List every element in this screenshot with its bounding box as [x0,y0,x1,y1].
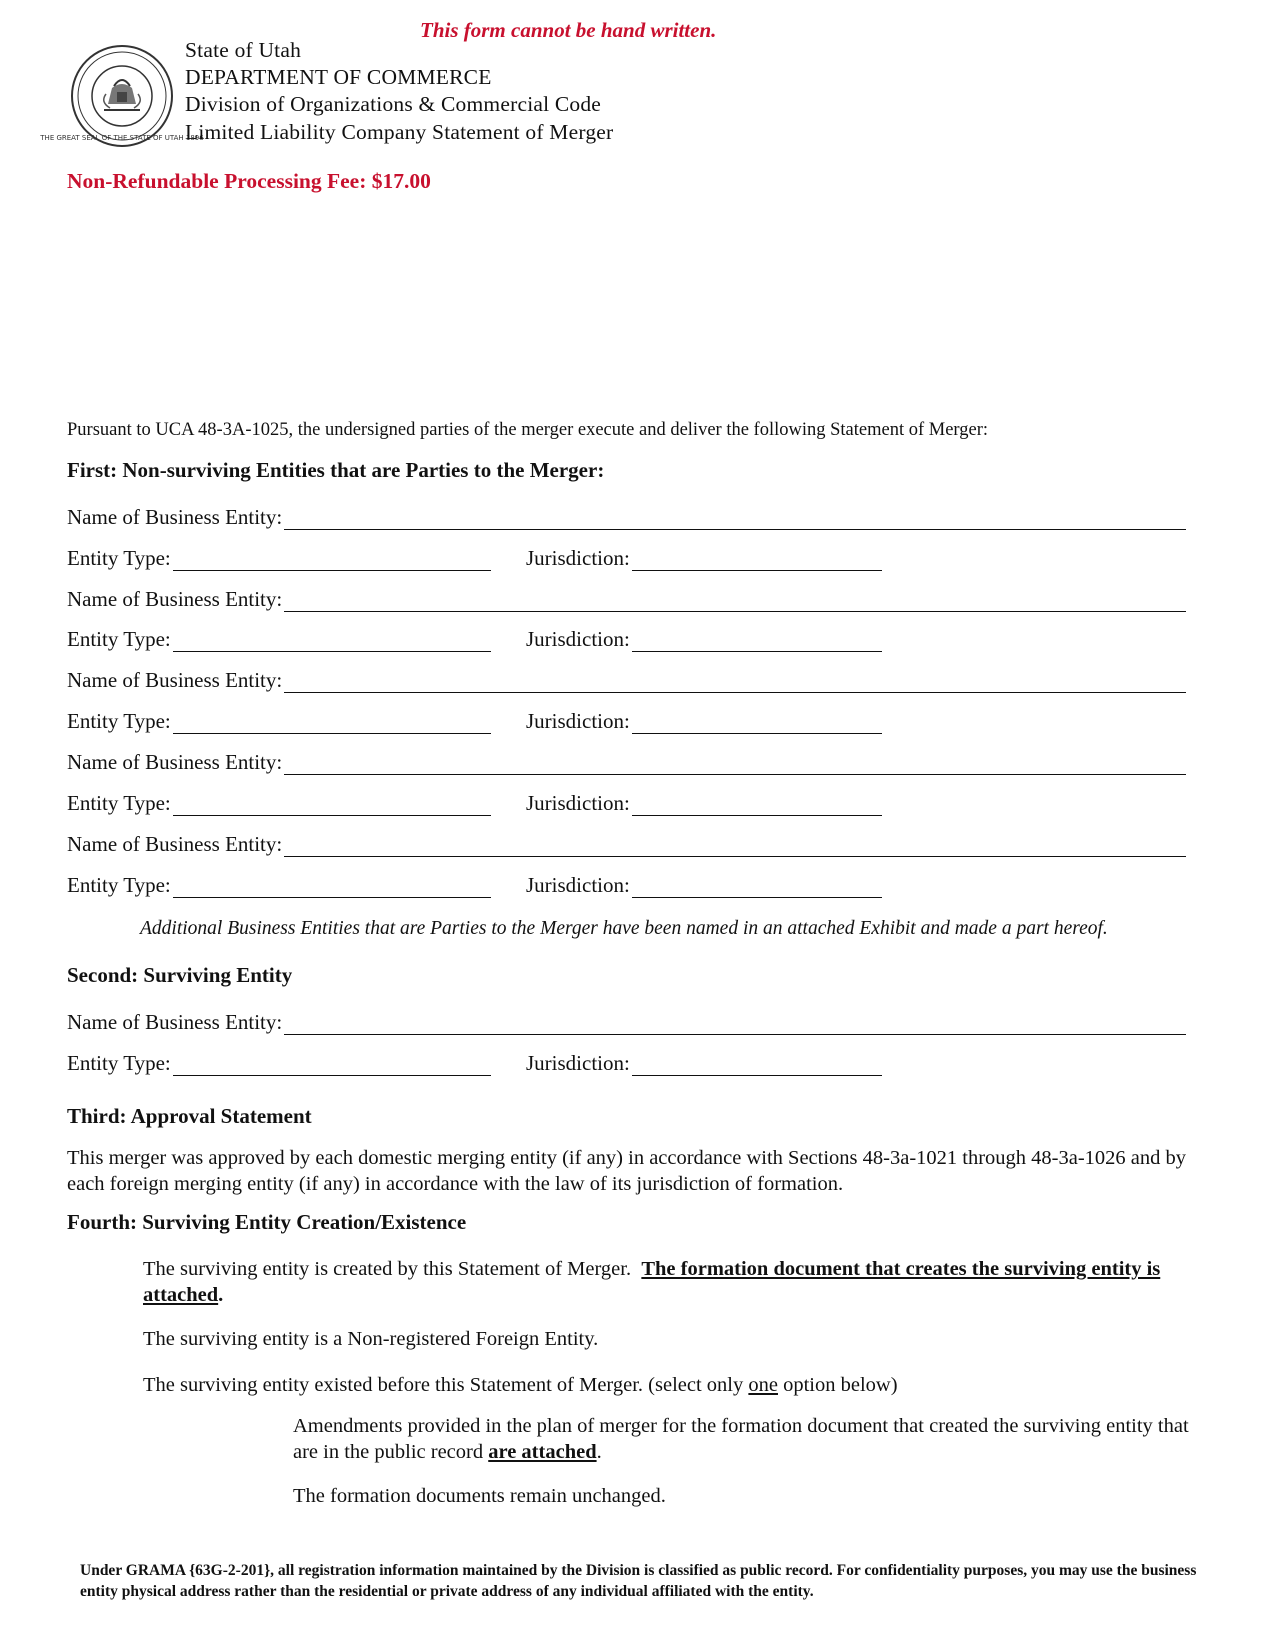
processing-fee: Non-Refundable Processing Fee: $17.00 [67,169,431,193]
entity-3-type-line[interactable] [173,711,491,734]
name-label: Name of Business Entity: [67,832,283,856]
first-section-heading: First: Non-surviving Entities that are Parties to the Merger: [67,458,605,482]
entity-4-type-line[interactable] [173,793,491,816]
option-existed-before[interactable] [143,1372,898,1398]
third-section-heading: Third: Approval Statement [67,1104,312,1128]
name-label: Name of Business Entity: [67,1010,283,1034]
type-label: Entity Type: [67,1051,171,1075]
entity-2-name-line[interactable] [284,589,1186,612]
type-label: Entity Type: [67,709,171,733]
jurisdiction-label: Jurisdiction: [526,627,630,651]
sub-option-are-attached: are attached [488,1441,597,1463]
entity-3-jurisdiction-field[interactable] [526,709,882,734]
formation-document-attached: The formation document that creates the surviving entity is attached [143,1258,1161,1306]
entity-3-type-field[interactable] [67,709,491,734]
entity-2-type-field[interactable] [67,627,491,652]
entity-1-jurisdiction-field[interactable] [526,546,882,571]
entity-5-name-line[interactable] [284,834,1186,857]
surviving-name-line[interactable] [284,1012,1186,1035]
entity-4-name-line[interactable] [284,752,1186,775]
entity-1-type-line[interactable] [173,548,491,571]
sub-option-amendments-attached[interactable] [293,1413,1203,1465]
name-label: Name of Business Entity: [67,587,283,611]
surviving-name-field[interactable] [67,1010,1186,1035]
option-created-period: . [218,1284,224,1306]
jurisdiction-label: Jurisdiction: [526,1051,630,1075]
entity-1-type-field[interactable] [67,546,491,571]
jurisdiction-label: Jurisdiction: [526,546,630,570]
second-section-heading: Second: Surviving Entity [67,963,293,987]
name-label: Name of Business Entity: [67,668,283,692]
entity-3-jurisdiction-line[interactable] [632,711,882,734]
option-existed-one: one [748,1374,778,1396]
entity-3-name-line[interactable] [284,670,1186,693]
option-existed-text: The surviving entity existed before this Statement of Merger. (select only [143,1374,749,1396]
entity-5-type-line[interactable] [173,875,491,898]
header-state: State of Utah [185,38,302,62]
entity-5-name-field[interactable] [67,832,1186,857]
type-label: Entity Type: [67,873,171,897]
entity-5-jurisdiction-line[interactable] [632,875,882,898]
option-created-text: The surviving entity is created by this Statement of Merger. [143,1258,632,1280]
option-foreign-entity[interactable]: The surviving entity is a Non-registered Foreign Entity. [143,1328,599,1350]
surviving-jurisdiction-line[interactable] [632,1053,882,1076]
entity-1-jurisdiction-line[interactable] [632,548,882,571]
name-label: Name of Business Entity: [67,505,283,529]
entity-1-name-field[interactable] [67,505,1186,530]
option-created-by-statement[interactable] [143,1256,1203,1308]
type-label: Entity Type: [67,627,171,651]
header-form-title: Limited Liability Company Statement of Merger [185,120,614,144]
jurisdiction-label: Jurisdiction: [526,791,630,815]
entity-4-name-field[interactable] [67,750,1186,775]
surviving-jurisdiction-field[interactable] [526,1051,882,1076]
seal-text: THE GREAT SEAL OF THE STATE OF UTAH 1896 [40,134,204,142]
sub-option-amendments-text: Amendments provided in the plan of merger for the formation document that created the surviving entity that are in the public record [293,1415,1189,1463]
entity-2-name-field[interactable] [67,587,1186,612]
approval-statement: This merger was approved by each domestic merging entity (if any) in accordance with Sections 48-3a-1021 through 48-3a-1026 and by each foreign merging entity (if any) in accordance with the law of its jurisdiction of formation. [67,1147,1187,1195]
entity-5-type-field[interactable] [67,873,491,898]
entity-4-jurisdiction-field[interactable] [526,791,882,816]
sub-option-amendments-end: . [596,1441,602,1463]
intro-statement: Pursuant to UCA 48-3A-1025, the undersigned parties of the merger execute and deliver the following Statement of Merger: [67,420,988,440]
entity-2-jurisdiction-field[interactable] [526,627,882,652]
jurisdiction-label: Jurisdiction: [526,873,630,897]
additional-entities-note: Additional Business Entities that are Parties to the Merger have been named in an attached Exhibit and made a part hereof. [140,918,1108,939]
entity-2-jurisdiction-line[interactable] [632,629,882,652]
option-existed-end: option below) [777,1374,898,1396]
surviving-type-field[interactable] [67,1051,491,1076]
entity-5-jurisdiction-field[interactable] [526,873,882,898]
fourth-section-heading: Fourth: Surviving Entity Creation/Existence [67,1210,467,1234]
handwritten-warning: This form cannot be hand written. [420,18,717,42]
name-label: Name of Business Entity: [67,750,283,774]
type-label: Entity Type: [67,791,171,815]
entity-4-type-field[interactable] [67,791,491,816]
jurisdiction-label: Jurisdiction: [526,709,630,733]
entity-3-name-field[interactable] [67,668,1186,693]
type-label: Entity Type: [67,546,171,570]
entity-2-type-line[interactable] [173,629,491,652]
header-department: DEPARTMENT OF COMMERCE [185,65,492,89]
state-seal-icon [40,44,204,148]
surviving-type-line[interactable] [173,1053,491,1076]
sub-option-unchanged[interactable]: The formation documents remain unchanged. [293,1485,666,1507]
grama-footer-notice: Under GRAMA {63G-2-201}, all registration information maintained by the Division is classified as public record. For confidentiality purposes, you may use the business entity physical address rather than the residential or private address of any individual affiliated with the entity. [80,1562,1197,1600]
entity-1-name-line[interactable] [284,507,1186,530]
header-division: Division of Organizations & Commercial Code [185,92,602,116]
entity-4-jurisdiction-line[interactable] [632,793,882,816]
